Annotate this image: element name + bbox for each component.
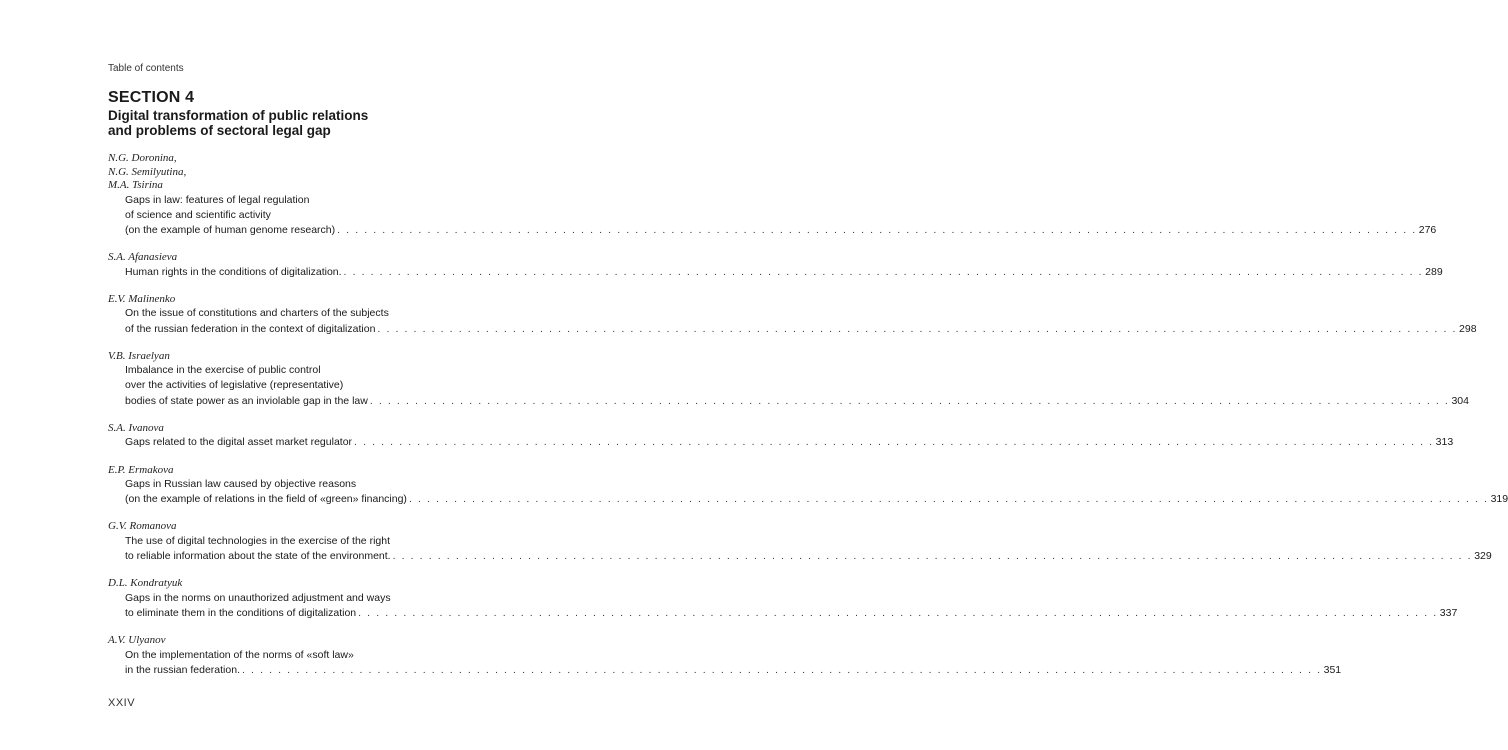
toc-title-line: On the implementation of the norms of «soft law»	[125, 648, 354, 661]
toc-title-last-line	[125, 492, 1508, 507]
dot-leader: . . . . . . . . . . . . . . . . . . . . . . . . . . . . . . . . . . . . . . . . . . . . . . . . . . . . . . . . . . . . . . . . . . . . . . . . . . . . . . . . . . . . . . . . . . . . . . . . . . . . . . . . . . . . . . . . . . . . . . . .	[392, 550, 1473, 563]
toc-title-last-line	[125, 663, 1342, 678]
running-head: Table of contents	[108, 63, 184, 74]
toc-title-line: (on the example of relations in the field of «green» financing)	[125, 493, 407, 506]
toc-title-last-line	[125, 606, 1458, 621]
toc-title-line: On the issue of constitutions and charters of the subjects	[125, 307, 389, 320]
dot-leader: . . . . . . . . . . . . . . . . . . . . . . . . . . . . . . . . . . . . . . . . . . . . . . . . . . . . . . . . . . . . . . . . . . . . . . . . . . . . . . . . . . . . . . . . . . . . . . . . . . . . . . . . . . . . . . . . . . . . . . . .	[354, 436, 1434, 449]
toc-entry[interactable]	[108, 634, 1342, 678]
toc-title-line: Gaps related to the digital asset market regulator	[125, 436, 353, 449]
toc-page-number[interactable]: 351	[1323, 663, 1342, 676]
dot-leader: . . . . . . . . . . . . . . . . . . . . . . . . . . . . . . . . . . . . . . . . . . . . . . . . . . . . . . . . . . . . . . . . . . . . . . . . . . . . . . . . . . . . . . . . . . . . . . . . . . . . . . . . . . . . . . . . . . . . . . . .	[408, 493, 1489, 506]
toc-title	[108, 193, 1437, 239]
toc-page-number[interactable]: 298	[1459, 322, 1477, 335]
toc-page-number[interactable]: 276	[1418, 223, 1437, 236]
toc-title-line: Gaps in Russian law caused by objective reasons	[125, 478, 357, 491]
toc-author: N.G. Semilyutina,	[108, 165, 187, 178]
toc-entry[interactable]	[108, 152, 1437, 238]
toc-title-last-line	[125, 435, 1454, 450]
toc-title	[108, 435, 1454, 450]
toc-entry[interactable]	[108, 577, 1458, 621]
toc-title	[108, 363, 1469, 409]
toc-title-line: bodies of state power as an inviolable gap in the law	[125, 394, 368, 407]
toc-entry[interactable]	[108, 292, 1477, 337]
toc-author: N.G. Doronina,	[108, 152, 177, 164]
toc-entry[interactable]	[108, 421, 1454, 451]
section-title	[108, 108, 528, 138]
toc-title-last-line	[125, 223, 1437, 238]
toc-title-line: Human rights in the conditions of digitalization.	[125, 265, 342, 278]
toc-title	[108, 265, 1443, 280]
toc-page-number[interactable]: 329	[1474, 550, 1492, 563]
toc-title	[108, 591, 1458, 621]
toc-title-line: Gaps in law: features of legal regulation	[125, 193, 310, 206]
toc-title-line: Imbalance in the exercise of public control	[125, 364, 321, 377]
toc-entry[interactable]	[108, 349, 1469, 409]
toc-page-number[interactable]: 289	[1425, 265, 1443, 278]
toc-author: G.V. Romanova	[108, 520, 177, 533]
dot-leader: . . . . . . . . . . . . . . . . . . . . . . . . . . . . . . . . . . . . . . . . . . . . . . . . . . . . . . . . . . . . . . . . . . . . . . . . . . . . . . . . . . . . . . . . . . . . . . . . . . . . . . . . . . . . . . . . . . . . . . . .	[358, 607, 1438, 620]
section-label: SECTION 4	[108, 89, 195, 106]
toc-page-number[interactable]: 319	[1490, 493, 1508, 506]
toc-author: S.A. Ivanova	[108, 421, 164, 434]
dot-leader: . . . . . . . . . . . . . . . . . . . . . . . . . . . . . . . . . . . . . . . . . . . . . . . . . . . . . . . . . . . . . . . . . . . . . . . . . . . . . . . . . . . . . . . . . . . . . . . . . . . . . . . . . . . . . . . . . . . . . . . .	[343, 265, 1424, 278]
section-title-line: and problems of sectoral legal gap	[108, 123, 331, 138]
dot-leader: . . . . . . . . . . . . . . . . . . . . . . . . . . . . . . . . . . . . . . . . . . . . . . . . . . . . . . . . . . . . . . . . . . . . . . . . . . . . . . . . . . . . . . . . . . . . . . . . . . . . . . . . . . . . . . . . . . . . . . . .	[369, 394, 1450, 407]
toc-title-line: in the russian federation.	[125, 663, 240, 676]
page-folio: XXIV	[108, 697, 136, 709]
toc-page-number[interactable]: 337	[1439, 607, 1458, 620]
toc-page-number[interactable]: 304	[1451, 394, 1469, 407]
dot-leader: . . . . . . . . . . . . . . . . . . . . . . . . . . . . . . . . . . . . . . . . . . . . . . . . . . . . . . . . . . . . . . . . . . . . . . . . . . . . . . . . . . . . . . . . . . . . . . . . . . . . . . . . . . . . . . . . . . . . . . . .	[377, 322, 1458, 335]
toc-title	[108, 477, 1508, 507]
toc-title-line: Gaps in the norms on unauthorized adjustment and ways	[125, 591, 391, 604]
toc-entry[interactable]	[108, 520, 1492, 564]
toc-title	[108, 648, 1342, 678]
toc-title-line: over the activities of legislative (representative)	[125, 379, 344, 392]
section-title-line: Digital transformation of public relations	[108, 108, 369, 123]
toc-title-line: (on the example of human genome research)	[125, 223, 336, 236]
toc-title-line: of science and scientific activity	[125, 208, 271, 221]
toc-title	[108, 534, 1492, 564]
toc-author: V.B. Israelyan	[108, 349, 170, 362]
toc-author: E.P. Ermakova	[108, 463, 174, 476]
toc-entry[interactable]	[108, 463, 1508, 508]
toc-author: A.V. Ulyanov	[108, 634, 166, 647]
toc-author: S.A. Afanasieva	[108, 251, 178, 264]
toc-title-line: of the russian federation in the context of digitalization	[125, 322, 376, 335]
toc-title-last-line	[125, 394, 1469, 409]
dot-leader: . . . . . . . . . . . . . . . . . . . . . . . . . . . . . . . . . . . . . . . . . . . . . . . . . . . . . . . . . . . . . . . . . . . . . . . . . . . . . . . . . . . . . . . . . . . . . . . . . . . . . . . . . . . . . . . . . . . . . . . .	[242, 663, 1322, 676]
toc-title-last-line	[125, 265, 1443, 280]
toc-title-last-line	[125, 549, 1492, 564]
dot-leader: . . . . . . . . . . . . . . . . . . . . . . . . . . . . . . . . . . . . . . . . . . . . . . . . . . . . . . . . . . . . . . . . . . . . . . . . . . . . . . . . . . . . . . . . . . . . . . . . . . . . . . . . . . . . . . . . . . . . . . . .	[337, 223, 1417, 236]
toc-entry[interactable]	[108, 251, 1443, 280]
toc-title-line: to eliminate them in the conditions of digitalization	[125, 607, 357, 620]
toc-author: D.L. Kondratyuk	[108, 577, 183, 590]
toc-title-last-line	[125, 322, 1477, 337]
toc-title-line: to reliable information about the state of the environment.	[125, 550, 391, 563]
toc-author: E.V. Malinenko	[108, 292, 176, 305]
toc-title	[108, 306, 1477, 336]
toc-title-line: The use of digital technologies in the exercise of the right	[125, 534, 390, 547]
toc-entries	[108, 152, 1508, 691]
toc-page-number[interactable]: 313	[1435, 436, 1454, 449]
toc-author: M.A. Tsirina	[108, 179, 163, 191]
